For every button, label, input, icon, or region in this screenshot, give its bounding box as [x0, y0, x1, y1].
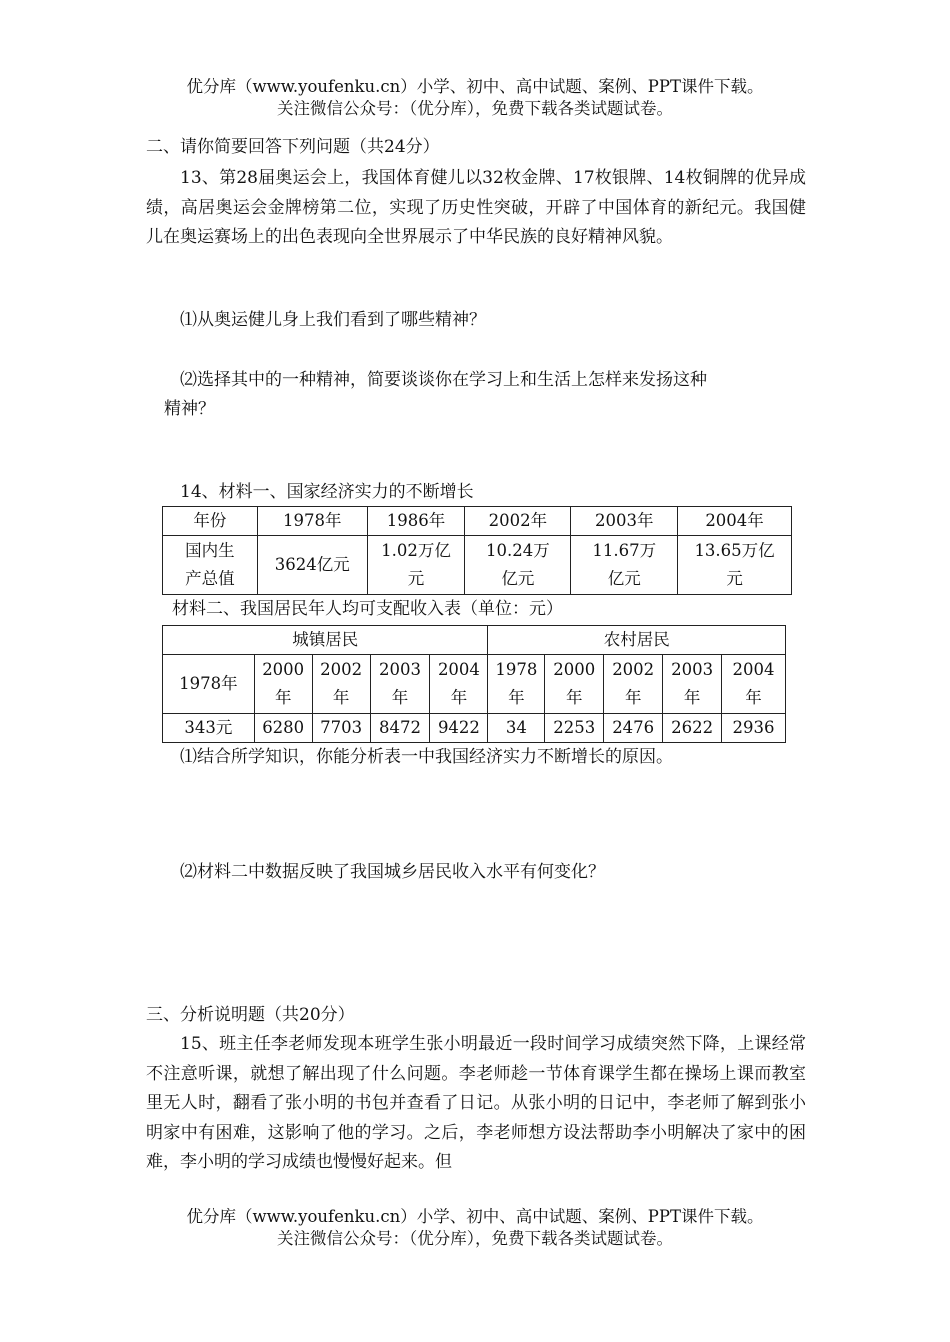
cell-line: 年: [450, 688, 468, 707]
income-table-year-cell: [488, 655, 545, 714]
question-14-sub-2: ⑵材料二中数据反映了我国城乡居民收入水平有何变化？: [180, 862, 605, 882]
footer-line-2: 关注微信公众号：（优分库），免费下载各类试题试卷。: [277, 1229, 673, 1248]
cell-line: 2002: [320, 660, 363, 679]
cell-line: 国内生: [185, 541, 235, 560]
income-table-year-cell: [370, 655, 430, 714]
income-table-year-row: [163, 655, 786, 714]
income-table-value-cell: 2476: [604, 714, 663, 743]
cell-line: 年: [508, 688, 525, 707]
income-table: [162, 625, 786, 743]
page-header-bottom: [0, 1206, 950, 1250]
income-table-value-cell: 2253: [545, 714, 604, 743]
cell-line: 亿元: [501, 569, 535, 588]
cell-line: 2003: [671, 660, 714, 679]
gdp-table-header-cell: 年份: [163, 507, 258, 536]
income-table-year-cell: [604, 655, 663, 714]
cell-line: 10.24万: [486, 541, 550, 560]
cell-line: 元: [407, 569, 425, 588]
question-13-text: 13、第28届奥运会上，我国体育健儿以32枚金牌、17枚银牌、14枚铜牌的优异成绩，高居奥运会金牌榜第二位，实现了历史性突破，开辟了中国体育的新纪元。我国健儿在奥运赛场上的出色表现向全世界展示了中华民族的良好精神风貌。: [146, 168, 806, 247]
gdp-table-label-cell: [163, 536, 258, 595]
cell-line: 2004: [732, 660, 775, 679]
income-table-value-row: [163, 714, 786, 743]
income-table-value-cell: 9422: [430, 714, 488, 743]
income-table-year-cell: [722, 655, 786, 714]
gdp-table-value-cell: [571, 536, 678, 595]
gdp-table-value-cell: [465, 536, 571, 595]
question-13-sub-2-line-2: 精神？: [164, 399, 215, 419]
cell-line: 年: [332, 688, 350, 707]
income-table-value-cell: 2622: [663, 714, 722, 743]
cell-line: 年: [391, 688, 409, 707]
cell-line: 1978年: [179, 674, 238, 693]
income-table-group-row: [163, 626, 786, 655]
income-table-value-cell: 6280: [254, 714, 312, 743]
income-table-year-cell: [545, 655, 604, 714]
cell-line: 2000: [262, 660, 305, 679]
income-table-value-cell: 2936: [722, 714, 786, 743]
question-13-sub-1: ⑴从奥运健儿身上我们看到了哪些精神？: [180, 310, 486, 330]
cell-line: 2002: [612, 660, 655, 679]
gdp-table-header-cell: 1986年: [367, 507, 465, 536]
cell-line: 年: [566, 688, 583, 707]
cell-line: 2003: [379, 660, 422, 679]
income-table-year-cell: [663, 655, 722, 714]
question-15-text: 15、班主任李老师发现本班学生张小明最近一段时间学习成绩突然下降，上课经常不注意听课，就想了解出现了什么问题。李老师趁一节体育课学生都在操场上课而教室里无人时，翻看了张小明的书包并查看了日记。从张小明的日记中，李老师了解到张小明家中有困难，这影响了他的学习。之后，李老师想方设法帮助李小明解决了家中的困难，李小明的学习成绩也慢慢好起来。但: [146, 1034, 806, 1172]
income-table-rural-header: 农村居民: [488, 626, 786, 655]
question-14-material-1-title: 14、材料一、国家经济实力的不断增长: [180, 482, 474, 502]
income-table-value-cell: 34: [488, 714, 545, 743]
income-table-value-cell: 8472: [370, 714, 430, 743]
gdp-table-value-cell: [367, 536, 465, 595]
cell-line: 年: [683, 688, 701, 707]
cell-line: 年: [745, 688, 762, 707]
question-13-sub-2-line-1: ⑵选择其中的一种精神，简要谈谈你在学习上和生活上怎样来发扬这种: [180, 370, 707, 390]
gdp-table: [162, 506, 792, 595]
cell-line: 产总值: [185, 569, 235, 588]
cell-line: 2000: [553, 660, 596, 679]
cell-line: 2004: [437, 660, 480, 679]
gdp-table-data-row: [163, 536, 792, 595]
cell-line: 年: [274, 688, 292, 707]
cell-line: 元: [726, 569, 743, 588]
cell-line: 1.02万亿: [381, 541, 451, 560]
gdp-table-value-cell: [678, 536, 792, 595]
gdp-table-header-cell: 2002年: [465, 507, 571, 536]
income-table-year-cell: [312, 655, 370, 714]
cell-line: 年: [624, 688, 642, 707]
gdp-table-header-cell: 2003年: [571, 507, 678, 536]
cell-line: 1978: [495, 660, 538, 679]
income-table-year-cell: [163, 655, 255, 714]
cell-line: 11.67万: [592, 541, 657, 560]
question-14-material-2-title: 材料二、我国居民年人均可支配收入表（单位：元）: [172, 599, 563, 619]
income-table-value-cell: 343元: [163, 714, 255, 743]
page-header-top: [0, 76, 950, 120]
header-line-2: 关注微信公众号：（优分库），免费下载各类试题试卷。: [277, 99, 673, 118]
section-3-title: 三、分析说明题（共20分）: [146, 1005, 355, 1025]
section-2-title: 二、请你简要回答下列问题（共24分）: [146, 137, 440, 157]
gdp-table-header-row: [163, 507, 792, 536]
gdp-table-header-cell: 1978年: [257, 507, 367, 536]
income-table-value-cell: 7703: [312, 714, 370, 743]
income-table-year-cell: [254, 655, 312, 714]
cell-line: 13.65万亿: [694, 541, 775, 560]
question-14-sub-1: ⑴结合所学知识，你能分析表一中我国经济实力不断增长的原因。: [180, 747, 673, 767]
income-table-urban-header: 城镇居民: [163, 626, 488, 655]
header-line-1: 优分库（www.youfenku.cn）小学、初中、高中试题、案例、PPT课件下载。: [186, 77, 764, 96]
cell-line: 3624亿元: [274, 555, 350, 574]
footer-line-1: 优分库（www.youfenku.cn）小学、初中、高中试题、案例、PPT课件下载。: [186, 1207, 764, 1226]
gdp-table-value-cell: [257, 536, 367, 595]
gdp-table-header-cell: 2004年: [678, 507, 792, 536]
cell-line: 亿元: [607, 569, 641, 588]
income-table-year-cell: [430, 655, 488, 714]
